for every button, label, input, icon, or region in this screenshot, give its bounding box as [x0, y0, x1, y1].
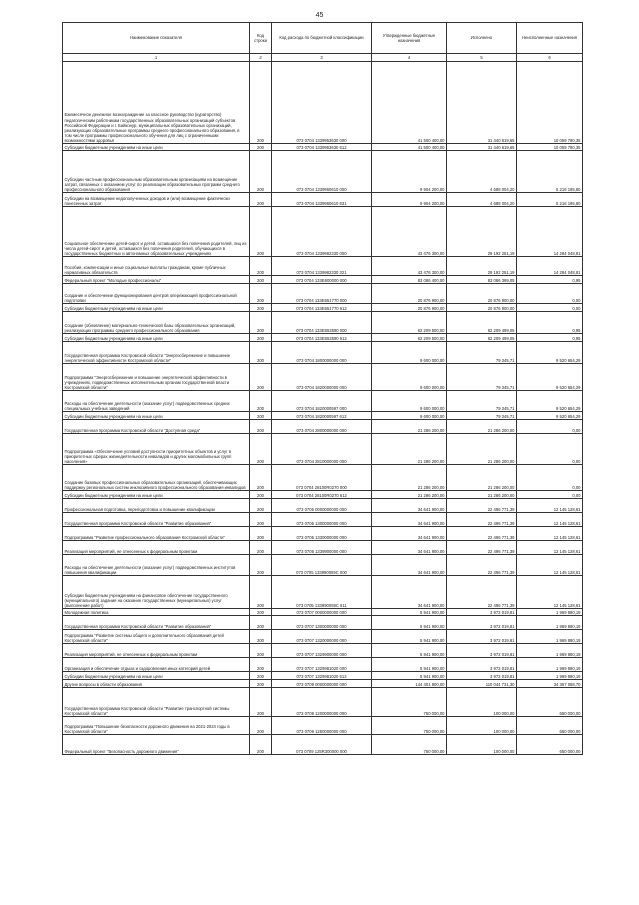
cell-line-code: 200	[250, 630, 272, 644]
cell-indicator-name: Подпрограмма «Обеспечение условий доступности приоритетных объектов и услуг в приоритетных сферах жизнедеятельности инвалидов и других маломобильных групп населения»	[63, 434, 250, 465]
table-body	[63, 62, 583, 755]
cell-executed: 110 044 731,30	[447, 680, 517, 688]
table-row	[63, 334, 583, 342]
cell-budget-classification: 073 0704 28100R0270 000	[272, 465, 372, 491]
cell-approved: 21 286 200,00	[372, 491, 447, 499]
column-number: 5	[447, 54, 517, 62]
cell-line-code: 200	[250, 735, 272, 755]
cell-budget-classification: 073 0704 133E653590 612	[272, 334, 372, 342]
cell-line-code: 200	[250, 434, 272, 465]
cell-line-code: 200	[250, 207, 272, 257]
cell-indicator-name: Государственная программа Костромской области "Развитие транспортной системы Костромской области"	[63, 688, 250, 717]
table-column-number-row	[63, 54, 583, 62]
cell-unexecuted: 14 284 048,81	[517, 207, 583, 257]
cell-indicator-name: Субсидии частным профессиональным образовательным организациям на возмещение затрат, связанных с оказанием услуг по реализации образовательных программ среднего профессионального образования	[63, 151, 250, 193]
cell-indicator-name: Государственная программа Костромской области "Развитие образования"	[63, 616, 250, 630]
cell-line-code: 200	[250, 576, 272, 609]
cell-budget-classification: 073 0707 1320000000 000	[272, 630, 372, 644]
table-row	[63, 434, 583, 465]
cell-approved: 34 641 900,00	[372, 499, 447, 513]
table-row	[63, 193, 583, 207]
table-row	[63, 144, 583, 151]
cell-unexecuted: 5 216 195,80	[517, 193, 583, 207]
header-approved: Утвержденные бюджетные назначения	[372, 23, 447, 54]
cell-unexecuted: 12 145 128,61	[517, 576, 583, 609]
cell-budget-classification: 073 0704 1820000597 612	[272, 412, 372, 420]
cell-unexecuted: 14 284 048,81	[517, 257, 583, 276]
cell-line-code: 200	[250, 420, 272, 434]
table-row	[63, 62, 583, 144]
table-row	[63, 672, 583, 680]
cell-indicator-name: Организация и обеспечение отдыха и оздоровления иных категорий детей	[63, 658, 250, 672]
cell-unexecuted: 1 969 880,19	[517, 672, 583, 680]
table-row	[63, 151, 583, 193]
cell-budget-classification: 073 0707 1329900000 000	[272, 644, 372, 658]
cell-approved: 750 000,00	[372, 717, 447, 735]
cell-approved: 34 641 900,00	[372, 555, 447, 576]
cell-budget-classification: 073 0704 1339960610 631	[272, 193, 372, 207]
cell-indicator-name: Расходы на обеспечение деятельности (оказание услуг) подведомственных институтов повышения квалификации	[63, 555, 250, 576]
cell-budget-classification: 073 0704 133E653590 000	[272, 312, 372, 334]
table-row	[63, 412, 583, 420]
cell-indicator-name: Реализация мероприятий, не отнесенных к федеральным проектам	[63, 541, 250, 555]
cell-unexecuted: 9 520 654,29	[517, 391, 583, 412]
cell-unexecuted: 650 000,00	[517, 717, 583, 735]
cell-executed: 22 496 771,39	[447, 527, 517, 541]
cell-budget-classification: 073 0705 1330000000 000	[272, 527, 372, 541]
cell-indicator-name: Реализация мероприятий, не отнесенных к федеральным проектам	[63, 644, 250, 658]
cell-executed: 22 496 771,39	[447, 541, 517, 555]
cell-approved: 9 600 000,00	[372, 412, 447, 420]
header-unexecuted: Неисполненные назначения	[517, 23, 583, 54]
cell-executed: 31 440 619,65	[447, 144, 517, 151]
cell-line-code: 200	[250, 465, 272, 491]
cell-budget-classification: 073 0704 1339982330 000	[272, 207, 372, 257]
cell-line-code: 200	[250, 412, 272, 420]
cell-budget-classification: 073 0704 133E600000 000	[272, 276, 372, 284]
cell-approved: 9 600 000,00	[372, 364, 447, 391]
cell-indicator-name: Субсидии бюджетным учреждениям на иные цели	[63, 412, 250, 420]
cell-unexecuted: 34 357 068,70	[517, 680, 583, 688]
cell-unexecuted: 1 969 880,19	[517, 630, 583, 644]
cell-budget-classification: 073 0704 1339982330 321	[272, 257, 372, 276]
cell-executed: 22 496 771,39	[447, 576, 517, 609]
cell-unexecuted: 0,00	[517, 465, 583, 491]
cell-unexecuted: 0,95	[517, 334, 583, 342]
cell-unexecuted: 0,00	[517, 284, 583, 304]
cell-indicator-name: Ежемесячное денежное вознаграждение за классное руководство (кураторство) педагогическим работникам государственных образовательных организаций субъектов Российской Федерации и г. Байконур, муниципальных образовательных организаций, реализующих образовательные программы среднего профессионального образования, в том числе программы профессионального обучения для лиц с ограниченными возможностями здоровья	[63, 62, 250, 144]
cell-executed: 29 192 251,19	[447, 207, 517, 257]
cell-executed: 4 688 004,20	[447, 151, 517, 193]
cell-executed: 21 286 200,00	[447, 420, 517, 434]
cell-executed: 21 286 200,00	[447, 491, 517, 499]
header-line-code: Код строки	[250, 23, 272, 54]
cell-line-code: 200	[250, 499, 272, 513]
table-row	[63, 391, 583, 412]
cell-budget-classification: 073 0707 1329981020 000	[272, 658, 372, 672]
cell-approved: 20 876 900,00	[372, 284, 447, 304]
cell-indicator-name: Федеральный проект "Молодые профессионалы"	[63, 276, 250, 284]
cell-executed: 20 876 900,00	[447, 304, 517, 312]
cell-indicator-name: Социальное обеспечение детей-сирот и детей, оставшихся без попечения родителей, лиц из числа детей-сирот и детей, оставшихся без попечения родителей, обучающихся в государственных бюджетных и автономных образовательных учреждениях	[63, 207, 250, 257]
cell-approved: 34 641 900,00	[372, 576, 447, 609]
cell-budget-classification: 073 0709 1200000000 000	[272, 688, 372, 717]
table-row	[63, 499, 583, 513]
cell-approved: 9 600 000,00	[372, 391, 447, 412]
cell-executed: 21 286 200,00	[447, 434, 517, 465]
cell-indicator-name: Субсидии бюджетным учреждениям на иные цели	[63, 491, 250, 499]
cell-line-code: 200	[250, 527, 272, 541]
cell-line-code: 200	[250, 342, 272, 364]
column-number: 6	[517, 54, 583, 62]
cell-unexecuted: 0,95	[517, 312, 583, 334]
cell-line-code: 200	[250, 391, 272, 412]
table-row	[63, 207, 583, 257]
cell-line-code: 200	[250, 193, 272, 207]
cell-indicator-name: Государственная программа Костромской области "Энергосбережение и повышение энергетической эффективности Костромской области"	[63, 342, 250, 364]
cell-indicator-name: Федеральный проект "Безопасность дорожного движения"	[63, 735, 250, 755]
cell-unexecuted: 1 969 880,19	[517, 609, 583, 616]
table-row	[63, 735, 583, 755]
table-row	[63, 658, 583, 672]
cell-executed: 100 000,00	[447, 717, 517, 735]
table-row	[63, 527, 583, 541]
table-row	[63, 717, 583, 735]
column-number: 4	[372, 54, 447, 62]
cell-approved: 43 476 300,00	[372, 207, 447, 257]
table-row	[63, 284, 583, 304]
cell-line-code: 200	[250, 62, 272, 144]
cell-executed: 62 209 499,05	[447, 334, 517, 342]
cell-executed: 100 000,00	[447, 688, 517, 717]
cell-indicator-name: Подпрограмма "Развитие профессионального образования Костромской области"	[63, 527, 250, 541]
cell-approved: 41 500 400,00	[372, 62, 447, 144]
cell-executed: 62 209 499,05	[447, 312, 517, 334]
table-row	[63, 257, 583, 276]
cell-approved: 5 941 900,00	[372, 630, 447, 644]
cell-unexecuted: 12 145 128,61	[517, 541, 583, 555]
cell-indicator-name: Государственная программа Костромской области "Развитие образования"	[63, 513, 250, 527]
cell-unexecuted: 650 000,00	[517, 735, 583, 755]
cell-budget-classification: 073 0709 0000000000 000	[272, 680, 372, 688]
cell-indicator-name: Создание базовых профессиональных образовательных организаций, обеспечивающих поддержку региональных систем инклюзивного профессионального образования инвалидов	[63, 465, 250, 491]
cell-unexecuted: 10 059 780,35	[517, 62, 583, 144]
table-row	[63, 688, 583, 717]
budget-execution-table	[62, 22, 583, 755]
cell-approved: 41 500 400,00	[372, 144, 447, 151]
column-number: 3	[272, 54, 372, 62]
header-budget-classification: Код расхода по бюджетной классификации	[272, 23, 372, 54]
cell-unexecuted: 12 145 128,61	[517, 499, 583, 513]
cell-line-code: 200	[250, 555, 272, 576]
cell-line-code: 200	[250, 364, 272, 391]
cell-line-code: 200	[250, 644, 272, 658]
cell-line-code: 200	[250, 672, 272, 680]
cell-unexecuted: 9 520 654,29	[517, 364, 583, 391]
cell-indicator-name: Создание и обеспечение функционирования центров опережающей профессиональной подготовки	[63, 284, 250, 304]
cell-executed: 31 440 619,65	[447, 62, 517, 144]
cell-indicator-name: Создание (обновление) материально-технической базы образовательных организаций, реализующих программы среднего профессионального образования	[63, 312, 250, 334]
cell-approved: 20 876 900,00	[372, 304, 447, 312]
cell-unexecuted: 0,00	[517, 420, 583, 434]
cell-indicator-name: Государственная программа Костромской области "Доступная среда"	[63, 420, 250, 434]
cell-executed: 100 000,00	[447, 735, 517, 755]
cell-approved: 5 941 900,00	[372, 658, 447, 672]
cell-budget-classification: 073 0707 0000000000 000	[272, 609, 372, 616]
cell-unexecuted: 5 216 195,80	[517, 151, 583, 193]
cell-executed: 79 345,71	[447, 391, 517, 412]
cell-budget-classification: 073 0704 1800000000 000	[272, 342, 372, 364]
table-row	[63, 312, 583, 334]
cell-approved: 34 641 900,00	[372, 527, 447, 541]
cell-budget-classification: 073 0704 1339953630 612	[272, 144, 372, 151]
cell-line-code: 200	[250, 284, 272, 304]
cell-indicator-name: Субсидии бюджетным учреждениям на финансовое обеспечение государственного (муниципального) задания на оказание государственных (муниципальных) услуг (выполнение работ)	[63, 576, 250, 609]
cell-indicator-name: Пособия, компенсации и иные социальные выплаты гражданам, кроме публичных нормативных обязательств	[63, 257, 250, 276]
table-row	[63, 342, 583, 364]
cell-budget-classification: 073 0704 1339960610 000	[272, 151, 372, 193]
cell-executed: 22 496 771,39	[447, 513, 517, 527]
cell-approved: 144 401 800,00	[372, 680, 447, 688]
table-row	[63, 541, 583, 555]
cell-budget-classification: 073 0704 1820000597 000	[272, 391, 372, 412]
cell-approved: 750 000,00	[372, 688, 447, 717]
cell-budget-classification: 073 0705 1300000000 000	[272, 513, 372, 527]
cell-approved: 43 476 300,00	[372, 257, 447, 276]
cell-unexecuted: 0,95	[517, 276, 583, 284]
table-row	[63, 576, 583, 609]
cell-line-code: 200	[250, 680, 272, 688]
cell-budget-classification: 073 0704 2800000000 000	[272, 420, 372, 434]
cell-approved: 83 086 400,00	[372, 276, 447, 284]
cell-approved: 5 941 900,00	[372, 616, 447, 630]
cell-line-code: 200	[250, 312, 272, 334]
cell-approved: 9 904 200,00	[372, 193, 447, 207]
cell-budget-classification: 073 0704 2810000000 000	[272, 434, 372, 465]
cell-budget-classification: 073 0705 0000000000 000	[272, 499, 372, 513]
cell-executed: 3 972 019,81	[447, 616, 517, 630]
cell-indicator-name: Молодежная политика	[63, 609, 250, 616]
cell-approved: 62 209 500,00	[372, 334, 447, 342]
cell-unexecuted: 1 969 880,19	[517, 616, 583, 630]
cell-unexecuted: 0,00	[517, 304, 583, 312]
cell-unexecuted: 12 145 128,61	[517, 527, 583, 541]
cell-executed: 3 972 019,81	[447, 644, 517, 658]
cell-executed: 22 496 771,39	[447, 499, 517, 513]
cell-budget-classification: 073 0705 133990059С 000	[272, 555, 372, 576]
cell-unexecuted: 1 969 880,19	[517, 644, 583, 658]
cell-budget-classification: 073 0704 133E651770 612	[272, 304, 372, 312]
table-row	[63, 276, 583, 284]
table-row	[63, 304, 583, 312]
table-row	[63, 680, 583, 688]
cell-approved: 62 209 500,00	[372, 312, 447, 334]
cell-executed: 29 192 251,19	[447, 257, 517, 276]
cell-executed: 22 496 771,39	[447, 555, 517, 576]
column-number: 2	[250, 54, 272, 62]
cell-approved: 21 286 200,00	[372, 465, 447, 491]
cell-executed: 79 345,71	[447, 342, 517, 364]
table-row	[63, 609, 583, 616]
table-row	[63, 644, 583, 658]
cell-unexecuted: 0,00	[517, 491, 583, 499]
cell-line-code: 200	[250, 541, 272, 555]
cell-line-code: 200	[250, 609, 272, 616]
cell-line-code: 200	[250, 717, 272, 735]
cell-executed: 79 345,71	[447, 364, 517, 391]
cell-approved: 5 941 900,00	[372, 672, 447, 680]
table-row	[63, 465, 583, 491]
cell-executed: 21 286 200,00	[447, 465, 517, 491]
cell-line-code: 200	[250, 334, 272, 342]
cell-approved: 5 941 900,00	[372, 609, 447, 616]
cell-line-code: 200	[250, 151, 272, 193]
cell-budget-classification: 073 0705 1339900000 000	[272, 541, 372, 555]
cell-budget-classification: 073 0705 133990059С 611	[272, 576, 372, 609]
cell-executed: 4 688 004,20	[447, 193, 517, 207]
column-number: 1	[63, 54, 250, 62]
cell-indicator-name: Субсидии бюджетным учреждениям на иные цели	[63, 304, 250, 312]
cell-executed: 3 972 019,81	[447, 658, 517, 672]
cell-line-code: 200	[250, 257, 272, 276]
cell-unexecuted: 10 059 780,35	[517, 144, 583, 151]
cell-budget-classification: 073 0704 1820000000 000	[272, 364, 372, 391]
cell-line-code: 200	[250, 144, 272, 151]
cell-executed: 20 876 900,00	[447, 284, 517, 304]
cell-executed: 3 972 019,81	[447, 630, 517, 644]
cell-budget-classification: 073 0707 1329981020 612	[272, 672, 372, 680]
cell-approved: 9 600 000,00	[372, 342, 447, 364]
cell-approved: 34 641 900,00	[372, 513, 447, 527]
table-row	[63, 630, 583, 644]
cell-line-code: 200	[250, 276, 272, 284]
table-row	[63, 616, 583, 630]
cell-executed: 3 972 019,81	[447, 672, 517, 680]
cell-unexecuted: 12 145 128,61	[517, 513, 583, 527]
header-indicator-name: Наименование показателя	[63, 23, 250, 54]
cell-unexecuted: 0,00	[517, 434, 583, 465]
cell-line-code: 200	[250, 304, 272, 312]
cell-line-code: 200	[250, 616, 272, 630]
table-row	[63, 555, 583, 576]
cell-unexecuted: 12 145 128,61	[517, 555, 583, 576]
cell-budget-classification: 073 0704 133E651770 000	[272, 284, 372, 304]
cell-indicator-name: Профессиональная подготовка, переподготовка и повышение квалификации	[63, 499, 250, 513]
table-row	[63, 513, 583, 527]
page-number: 45	[315, 12, 324, 19]
cell-indicator-name: Субсидии на возмещение недополученных доходов и (или) возмещение фактически понесенных затрат	[63, 193, 250, 207]
cell-approved: 21 286 200,00	[372, 434, 447, 465]
cell-unexecuted: 9 520 654,29	[517, 412, 583, 420]
cell-indicator-name: Другие вопросы в области образования	[63, 680, 250, 688]
cell-indicator-name: Подпрограмма "Развитие системы общего и дополнительного образования детей Костромской области"	[63, 630, 250, 644]
cell-indicator-name: Субсидии бюджетным учреждениям на иные цели	[63, 334, 250, 342]
cell-indicator-name: Субсидии бюджетным учреждениям на иные цели	[63, 672, 250, 680]
table-row	[63, 364, 583, 391]
header-executed: Исполнено	[447, 23, 517, 54]
cell-indicator-name: Подпрограмма "Повышение безопасности дорожного движения на 2021-2024 годы в Костромской области"	[63, 717, 250, 735]
cell-approved: 9 904 200,00	[372, 151, 447, 193]
cell-budget-classification: 073 0707 1300000000 000	[272, 616, 372, 630]
table-row	[63, 491, 583, 499]
cell-approved: 5 941 900,00	[372, 644, 447, 658]
cell-unexecuted: 1 969 880,19	[517, 658, 583, 672]
cell-executed: 3 972 019,81	[447, 609, 517, 616]
cell-budget-classification: 073 0704 1339953630 000	[272, 62, 372, 144]
cell-budget-classification: 073 0709 125R300000 000	[272, 735, 372, 755]
cell-indicator-name: Расходы на обеспечение деятельности (оказание услуг) подведомственных средних специальных учебных заведений	[63, 391, 250, 412]
table-row	[63, 420, 583, 434]
cell-indicator-name: Субсидии бюджетным учреждениям на иные цели	[63, 144, 250, 151]
cell-approved: 21 286 200,00	[372, 420, 447, 434]
cell-approved: 750 000,00	[372, 735, 447, 755]
cell-unexecuted: 9 520 654,29	[517, 342, 583, 364]
cell-line-code: 200	[250, 658, 272, 672]
cell-approved: 34 641 900,00	[372, 541, 447, 555]
table-header-row	[63, 23, 583, 54]
cell-line-code: 200	[250, 513, 272, 527]
cell-executed: 79 345,71	[447, 412, 517, 420]
cell-unexecuted: 650 000,00	[517, 688, 583, 717]
cell-line-code: 200	[250, 491, 272, 499]
cell-budget-classification: 073 0709 1250000000 000	[272, 717, 372, 735]
cell-line-code: 200	[250, 688, 272, 717]
cell-budget-classification: 073 0704 28100R0270 612	[272, 491, 372, 499]
cell-indicator-name: Подпрограмма "Энергосбережение и повышение энергетической эффективности в учреждениях, подведомственных исполнительным органам государственной власти Костромской области"	[63, 364, 250, 391]
cell-executed: 83 086 399,05	[447, 276, 517, 284]
